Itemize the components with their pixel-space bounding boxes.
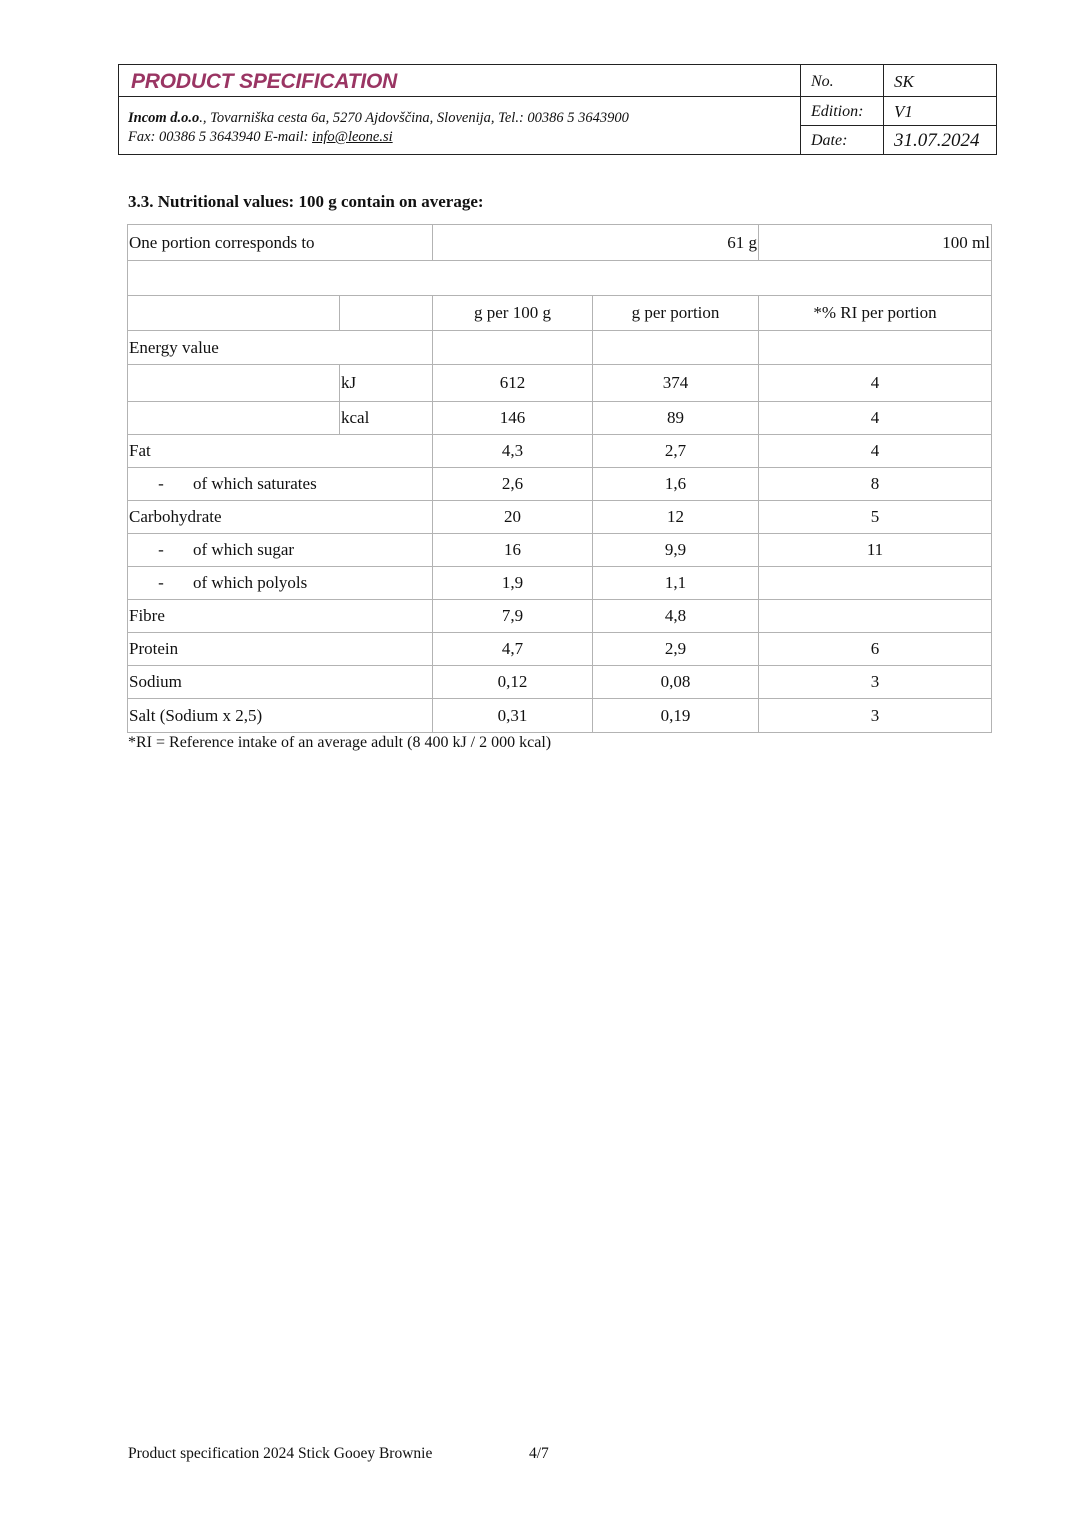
nutrient-label <box>128 534 432 566</box>
header-divider <box>800 65 801 154</box>
table-row <box>128 665 991 698</box>
energy-unit-kj: kJ <box>339 365 432 401</box>
table-row <box>128 401 991 434</box>
value-per100: 0,12 <box>432 666 592 698</box>
value-ri: 5 <box>758 501 991 533</box>
nutrient-name: of which polyols <box>193 573 308 592</box>
header-divider <box>119 96 800 97</box>
sub-item-dash: - <box>158 540 164 559</box>
table-row <box>128 599 991 632</box>
kj-per100: 612 <box>432 365 592 401</box>
nutrient-name: of which sugar <box>193 540 295 559</box>
company-address <box>128 109 629 147</box>
value-perportion: 0,08 <box>592 666 758 698</box>
portion-grams: 61 g <box>432 225 758 260</box>
no-label: No. <box>811 73 834 90</box>
spec-header-box <box>118 64 997 155</box>
no-value: SK <box>894 72 914 91</box>
nutrient-rows <box>128 434 991 732</box>
nutrient-name: Salt (Sodium x 2,5) <box>129 705 263 725</box>
edition-value: V1 <box>894 102 913 121</box>
table-row <box>128 225 991 260</box>
col-header-ri: *% RI per portion <box>758 296 991 330</box>
sub-item-dash: - <box>158 573 164 592</box>
table-row <box>128 364 991 401</box>
portion-ml: 100 ml <box>758 225 991 260</box>
value-ri: 11 <box>758 534 991 566</box>
address-line1: ., Tovarniška cesta 6a, 5270 Ajdovščina, Slovenija, Tel.: 00386 5 3643900 <box>199 110 629 126</box>
nutrient-name: Fat <box>129 441 151 460</box>
nutrient-name: Carbohydrate <box>129 507 222 526</box>
document-title: PRODUCT SPECIFICATION <box>131 70 398 93</box>
energy-unit-kcal: kcal <box>339 402 432 434</box>
kj-perportion: 374 <box>592 365 758 401</box>
header-divider <box>883 65 884 154</box>
value-ri: 4 <box>758 435 991 467</box>
table-row <box>128 566 991 599</box>
nutrient-label <box>128 435 432 467</box>
value-per100: 16 <box>432 534 592 566</box>
value-perportion: 2,9 <box>592 633 758 665</box>
value-per100: 1,9 <box>432 567 592 599</box>
footer-document-name: Product specification 2024 Stick Gooey Brownie <box>128 1445 433 1462</box>
email-link[interactable]: info@leone.si <box>312 129 393 145</box>
value-perportion: 2,7 <box>592 435 758 467</box>
footer-page-number: 4/7 <box>529 1445 549 1462</box>
section-heading: 3.3. Nutritional values: 100 g contain on average: <box>128 192 484 211</box>
value-perportion: 1,1 <box>592 567 758 599</box>
value-ri: 3 <box>758 699 991 732</box>
table-row <box>128 467 991 500</box>
value-perportion: 12 <box>592 501 758 533</box>
col-header-perportion: g per portion <box>592 296 758 330</box>
nutrient-label <box>128 666 432 698</box>
value-per100: 2,6 <box>432 468 592 500</box>
nutrient-name: Protein <box>129 639 179 658</box>
value-per100: 4,7 <box>432 633 592 665</box>
sub-item-dash: - <box>158 474 164 493</box>
table-row <box>128 500 991 533</box>
value-perportion: 9,9 <box>592 534 758 566</box>
table-row <box>128 533 991 566</box>
value-ri: 8 <box>758 468 991 500</box>
nutrient-label <box>128 501 432 533</box>
table-row <box>128 330 991 364</box>
table-header-row <box>128 295 991 330</box>
table-row <box>128 434 991 467</box>
value-per100: 4,3 <box>432 435 592 467</box>
kcal-ri: 4 <box>758 402 991 434</box>
value-per100: 20 <box>432 501 592 533</box>
header-divider <box>800 125 996 126</box>
address-line2: Fax: 00386 5 3643940 E-mail: <box>128 129 313 145</box>
table-row <box>128 632 991 665</box>
nutrient-name: of which saturates <box>193 474 317 493</box>
value-ri <box>758 567 991 599</box>
edition-label: Edition: <box>811 103 864 120</box>
nutrient-name: Fibre <box>129 606 165 625</box>
portion-label: One portion corresponds to <box>129 232 315 252</box>
value-perportion: 0,19 <box>592 699 758 732</box>
kcal-perportion: 89 <box>592 402 758 434</box>
nutrient-label <box>128 567 432 599</box>
nutrient-name: Sodium <box>129 672 182 691</box>
value-perportion: 1,6 <box>592 468 758 500</box>
value-ri <box>758 600 991 632</box>
value-per100: 7,9 <box>432 600 592 632</box>
header-divider <box>800 96 996 97</box>
date-value: 31.07.2024 <box>894 130 980 151</box>
value-perportion: 4,8 <box>592 600 758 632</box>
date-label: Date: <box>811 132 848 149</box>
nutrient-label <box>128 633 432 665</box>
ri-footnote: *RI = Reference intake of an average adult (8 400 kJ / 2 000 kcal) <box>128 734 552 751</box>
value-per100: 0,31 <box>432 699 592 732</box>
col-header-per100: g per 100 g <box>432 296 592 330</box>
company-name: Incom d.o.o <box>128 110 200 126</box>
nutrient-label <box>128 699 432 732</box>
table-row <box>128 260 991 295</box>
nutrient-label <box>128 600 432 632</box>
nutrition-table <box>127 224 992 733</box>
table-row <box>128 698 991 732</box>
energy-label: Energy value <box>129 337 219 357</box>
nutrient-label <box>128 468 432 500</box>
kcal-per100: 146 <box>432 402 592 434</box>
value-ri: 3 <box>758 666 991 698</box>
value-ri: 6 <box>758 633 991 665</box>
kj-ri: 4 <box>758 365 991 401</box>
